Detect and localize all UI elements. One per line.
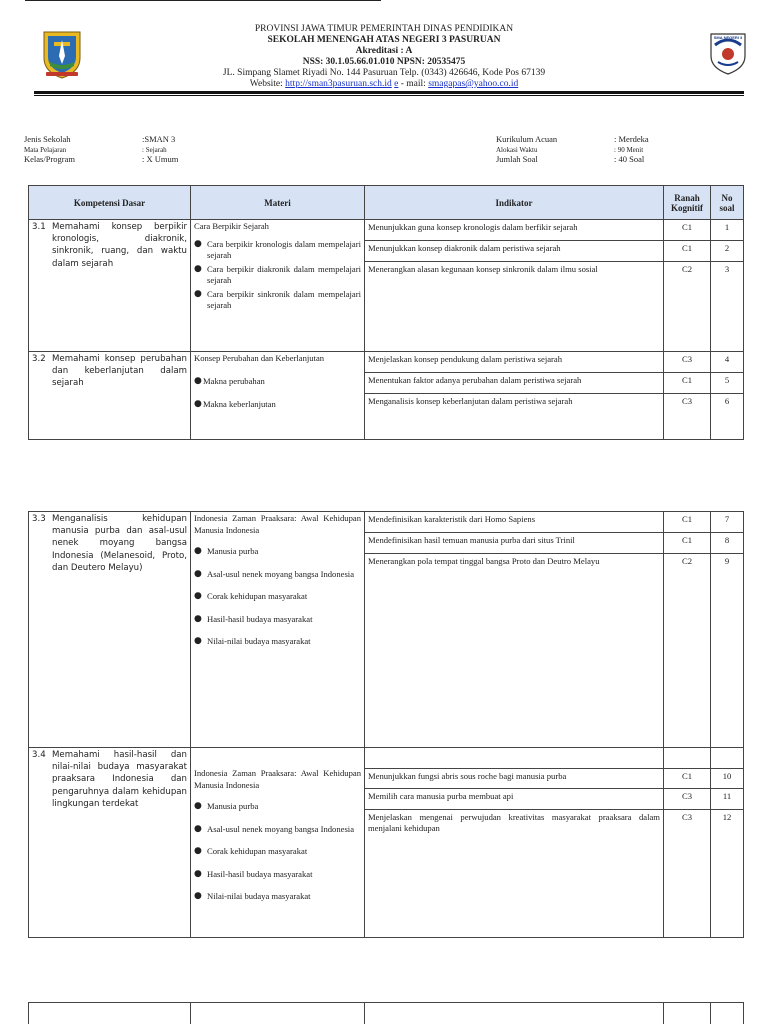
indikator-cell bbox=[365, 352, 664, 440]
no-soal-cell bbox=[711, 1003, 744, 1024]
no-soal-cell bbox=[711, 220, 744, 352]
kisi-kisi-table-page-1 bbox=[28, 185, 744, 440]
indikator-cell bbox=[365, 1003, 664, 1024]
kd-cell bbox=[29, 352, 191, 440]
indikator-item: Mendefinisikan hasil temuan manusia purba dari situs Trinil bbox=[365, 533, 663, 554]
no-soal-cell bbox=[711, 352, 744, 440]
jenis-sekolah-value: :SMAN 3 bbox=[142, 134, 176, 144]
list-item: ● Manusia purba bbox=[194, 546, 361, 558]
indikator-item: Menerangkan pola tempat tinggal bangsa Proto dan Deutro Melayu bbox=[368, 556, 600, 566]
kd-text: Memahami konsep perubahan dan keberlanjutan dalam sejarah bbox=[52, 354, 187, 389]
materi-title: Cara Berpikir Sejarah bbox=[194, 221, 269, 231]
header-ranah-line1: Ranah bbox=[674, 192, 700, 203]
header-address: JL. Simpang Slamet Riyadi No. 144 Pasuruan Telp. (0343) 426646, Kode Pos 67139 bbox=[222, 68, 546, 78]
indikator-item: Menjelaskan mengenai perwujudan kreativitas masyarakat praaksara dalam menjalani kehidupan bbox=[368, 812, 660, 833]
materi-cell bbox=[191, 1003, 365, 1024]
header-contact bbox=[150, 79, 618, 90]
ranah-cell bbox=[664, 748, 711, 938]
no-soal-value: 12 bbox=[722, 812, 732, 822]
no-soal-value: 6 bbox=[724, 396, 730, 406]
kd-text: Memahami hasil-hasil dan nilai-nilai budaya masyarakat praaksara Indonesia dan pengaruhnya dalam kehidupan lingkungan terdekat bbox=[52, 750, 187, 809]
ranah-cell bbox=[664, 512, 711, 748]
materi-cell bbox=[191, 512, 365, 748]
table-row bbox=[29, 1003, 744, 1024]
kd-cell bbox=[29, 220, 191, 352]
materi-cell bbox=[191, 220, 365, 352]
ranah-value: C1 bbox=[664, 241, 710, 262]
ranah-value: C3 bbox=[681, 396, 693, 406]
indikator-item: Menjelaskan konsep pendukung dalam peristiwa sejarah bbox=[365, 352, 663, 373]
kisi-kisi-table-page-3 bbox=[28, 1002, 744, 1024]
materi-list bbox=[194, 376, 361, 411]
ranah-value: C1 bbox=[664, 220, 710, 241]
ranah-value: C1 bbox=[664, 533, 710, 554]
kd-cell bbox=[29, 512, 191, 748]
indikator-item: Memilih cara manusia purba membuat api bbox=[365, 789, 663, 810]
kurikulum-value: : Merdeka bbox=[614, 134, 649, 144]
indikator-item: Menerangkan alasan kegunaan konsep sinkronik dalam ilmu sosial bbox=[368, 264, 598, 274]
kd-cell bbox=[29, 748, 191, 938]
website-label: Website: bbox=[249, 79, 286, 89]
alokasi-waktu-value: : 90 Menit bbox=[614, 146, 644, 154]
indikator-item: Menunjukkan konsep diakronik dalam peristiwa sejarah bbox=[365, 241, 663, 262]
header-accreditation: Akreditasi : A bbox=[355, 46, 413, 56]
alokasi-waktu-label: Alokasi Waktu bbox=[496, 146, 538, 154]
list-item: ● Nilai-nilai budaya masyarakat bbox=[194, 636, 361, 648]
list-item: ● Cara berpikir sinkronik dalam mempelajari sejarah bbox=[194, 289, 361, 312]
materi-title: Konsep Perubahan dan Keberlanjutan bbox=[194, 353, 325, 363]
header-materi: Materi bbox=[191, 186, 365, 220]
kd-text: Menganalisis kehidupan manusia purba dan asal-usul nenek moyang bangsa Indonesia (Melanesoid, Proto, dan Deutero Melayu) bbox=[52, 514, 187, 573]
header-rule-thin bbox=[34, 95, 744, 96]
materi-list bbox=[194, 239, 361, 312]
indikator-item: Menganalisis konsep keberlanjutan dalam peristiwa sejarah bbox=[368, 396, 573, 406]
ranah-value: C2 bbox=[681, 264, 693, 274]
jumlah-soal-label: Jumlah Soal bbox=[496, 154, 538, 164]
email-link[interactable]: smagapas@yahoo.co.id bbox=[428, 79, 519, 89]
no-soal-value: 7 bbox=[711, 512, 743, 533]
ranah-value: C2 bbox=[681, 556, 693, 566]
table-row bbox=[29, 748, 744, 938]
jenis-sekolah-label: Jenis Sekolah bbox=[24, 134, 71, 144]
table-header-row bbox=[29, 186, 744, 220]
header-no-line1: No bbox=[721, 192, 733, 203]
indikator-item: Menunjukkan guna konsep kronologis dalam berfikir sejarah bbox=[365, 220, 663, 241]
header-ranah-line2: Kognitif bbox=[670, 202, 703, 213]
ranah-cell bbox=[664, 220, 711, 352]
ranah-value: C1 bbox=[664, 768, 710, 789]
materi-cell bbox=[191, 748, 365, 938]
header-nss-npsn: NSS: 30.1.05.66.01.010 NPSN: 20535475 bbox=[302, 57, 466, 67]
kd-cell bbox=[29, 1003, 191, 1024]
no-soal-value: 1 bbox=[711, 220, 743, 241]
right-logo-caption: SMA NEGERI 3 bbox=[713, 35, 743, 40]
materi-list bbox=[194, 546, 361, 648]
jawa-timur-crest-icon bbox=[40, 28, 84, 80]
kd-number: 3.4 bbox=[32, 750, 46, 760]
mata-pelajaran-label: Mata Pelajaran bbox=[24, 146, 67, 154]
ranah-value: C1 bbox=[664, 373, 710, 394]
no-soal-cell bbox=[711, 748, 744, 938]
ranah-value: C1 bbox=[664, 512, 710, 533]
indikator-cell bbox=[365, 220, 664, 352]
header-no-soal bbox=[711, 186, 744, 220]
ranah-value: C3 bbox=[664, 352, 710, 373]
table-row bbox=[29, 352, 744, 440]
table-row bbox=[29, 512, 744, 748]
list-item: ● Nilai-nilai budaya masyarakat bbox=[194, 891, 361, 903]
kd-text: Memahami konsep berpikir kronologis, diakronik, sinkronik, ruang, dan waktu dalam sejarah bbox=[52, 222, 187, 269]
no-soal-value: 10 bbox=[711, 768, 743, 789]
no-soal-value: 11 bbox=[711, 789, 743, 810]
no-soal-cell bbox=[711, 512, 744, 748]
header-rule-thick bbox=[34, 91, 744, 94]
header-kompetensi-dasar: Kompetensi Dasar bbox=[29, 186, 191, 220]
materi-title: Indonesia Zaman Praaksara: Awal Kehidupan Manusia Indonesia bbox=[194, 513, 361, 535]
header-no-line2: soal bbox=[719, 202, 735, 213]
list-item: ● Cara berpikir diakronik dalam mempelajari sejarah bbox=[194, 264, 361, 287]
jumlah-soal-value: : 40 Soal bbox=[614, 154, 645, 164]
no-soal-value: 9 bbox=[724, 556, 730, 566]
ranah-value: C3 bbox=[681, 812, 693, 822]
no-soal-value: 4 bbox=[711, 352, 743, 373]
website-suffix: e bbox=[394, 79, 399, 89]
list-item: ● Hasil-hasil budaya masyarakat bbox=[194, 614, 361, 626]
ranah-cell bbox=[664, 1003, 711, 1024]
list-item: ● Makna perubahan bbox=[194, 376, 361, 388]
list-item: ● Makna keberlanjutan bbox=[194, 399, 361, 411]
indikator-item: Mendefinisikan karakteristik dari Homo Sapiens bbox=[365, 512, 663, 533]
ranah-cell bbox=[664, 352, 711, 440]
materi-list bbox=[194, 801, 361, 903]
mata-pelajaran-value: : Sejarah bbox=[142, 146, 167, 154]
header-ranah-kognitif bbox=[664, 186, 711, 220]
header-province: PROVINSI JAWA TIMUR PEMERINTAH DINAS PENDIDIKAN bbox=[254, 24, 514, 34]
indikator-item: Menunjukkan fungsi abris sous roche bagi manusia purba bbox=[365, 768, 663, 789]
table-row bbox=[29, 220, 744, 352]
header-school-name: SEKOLAH MENENGAH ATAS NEGERI 3 PASURUAN bbox=[267, 35, 501, 45]
no-soal-value: 8 bbox=[711, 533, 743, 554]
no-soal-value: 2 bbox=[711, 241, 743, 262]
website-link[interactable]: http://sman3pasuruan.sch.id bbox=[285, 79, 392, 89]
list-item: ● Asal-usul nenek moyang bangsa Indonesia bbox=[194, 569, 361, 581]
kelas-value: : X Umum bbox=[142, 154, 179, 164]
indikator-cell bbox=[365, 512, 664, 748]
kurikulum-label: Kurikulum Acuan bbox=[496, 134, 558, 144]
list-item: ● Cara berpikir kronologis dalam mempelajari sejarah bbox=[194, 239, 361, 262]
kisi-kisi-table-page-2 bbox=[28, 511, 744, 938]
mail-label: - mail: bbox=[398, 79, 429, 89]
materi-title: Indonesia Zaman Praaksara: Awal Kehidupan Manusia Indonesia bbox=[194, 768, 361, 790]
kd-number: 3.2 bbox=[32, 354, 46, 364]
list-item: ● Corak kehidupan masyarakat bbox=[194, 846, 361, 858]
list-item: ● Manusia purba bbox=[194, 801, 361, 813]
ranah-value: C3 bbox=[664, 789, 710, 810]
kd-number: 3.3 bbox=[32, 514, 46, 524]
list-item: ● Hasil-hasil budaya masyarakat bbox=[194, 869, 361, 881]
indikator-cell bbox=[365, 748, 664, 938]
kelas-label: Kelas/Program bbox=[24, 154, 75, 164]
kd-number: 3.1 bbox=[32, 222, 46, 232]
indikator-item: Menentukan faktor adanya perubahan dalam peristiwa sejarah bbox=[365, 373, 663, 394]
materi-cell bbox=[191, 352, 365, 440]
list-item: ● Corak kehidupan masyarakat bbox=[194, 591, 361, 603]
no-soal-value: 5 bbox=[711, 373, 743, 394]
no-soal-value: 3 bbox=[724, 264, 730, 274]
list-item: ● Asal-usul nenek moyang bangsa Indonesia bbox=[194, 824, 361, 836]
header-indikator: Indikator bbox=[365, 186, 664, 220]
top-rule bbox=[25, 0, 381, 1]
